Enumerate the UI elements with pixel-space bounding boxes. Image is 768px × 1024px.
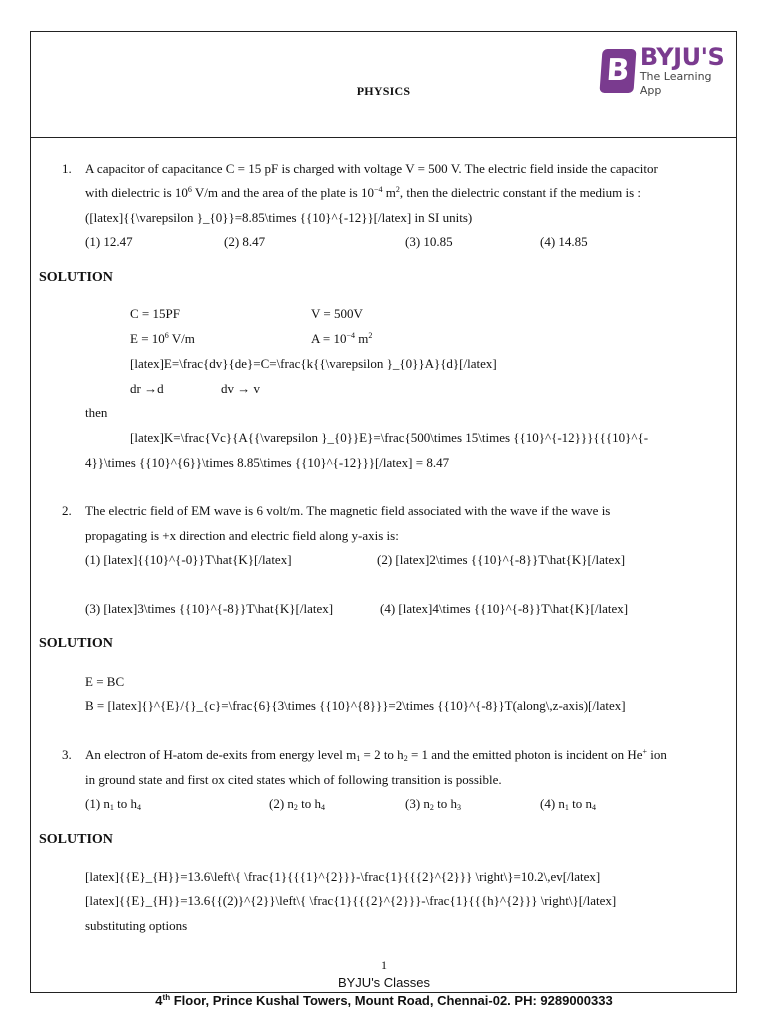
q1-option-1: (1) 12.47 <box>85 234 133 249</box>
s3-line2: [latex]{{E}_{H}}=13.6{{(2)}^{2}}\left\{ \frac{1}{{{2}^{2}}}-\frac{1}{{{h}^{2}}} \right\}[/latex] <box>85 893 617 908</box>
q1-option-2: (2) 8.47 <box>224 234 266 249</box>
q1-text-line2: with dielectric is $10^6$ V/m and the area of the plate is $10^{-4}$ $m^2$, then the dielectric constant if the medium is : <box>85 185 642 200</box>
s1-then: then <box>85 405 108 420</box>
q1-text-line3: ([latex]{{\varepsilon }_{0}}=8.85\times {{10}^{-12}}[/latex] in SI units) <box>85 210 473 225</box>
page-subject: PHYSICS <box>356 84 411 98</box>
q3-number: 3. <box>62 747 72 762</box>
q3-option-3: (3) $n_2$ to $h_3$ <box>405 796 462 812</box>
s2-heading: SOLUTION <box>39 636 113 651</box>
q1-text-line1: A capacitor of capacitance C = 15 pF is charged with voltage V = 500 V. The electric field inside the capacitor <box>85 161 658 176</box>
s3-line1: [latex]{{E}_{H}}=13.6\left\{ \frac{1}{{{1}^{2}}}-\frac{1}{{{2}^{2}}} \right\}=10.2\,ev[/latex] <box>85 869 601 884</box>
logo-name: BYJU'S <box>639 43 725 71</box>
footer-company: BYJU's Classes <box>337 975 431 990</box>
q3-option-2: (2) $n_2$ to $h_4$ <box>269 796 326 812</box>
footer-address: 4th Floor, Prince Kushal Towers, Mount Road, Chennai-02. PH: 9289000333 <box>155 993 613 1008</box>
s2-line2: B = [latex]{}^{E}/{}_{c}=\frac{6}{3\times {{10}^{8}}}=2\times {{10}^{-8}}T(along\,z-axis)[/latex] <box>85 698 626 713</box>
q2-number: 2. <box>62 503 72 518</box>
s1-dv: dv → v <box>221 381 260 396</box>
q1-option-4: (4) 14.85 <box>540 234 588 249</box>
s3-line3: substituting options <box>85 918 188 933</box>
s1-voltage: V = 500V <box>311 306 363 321</box>
page-number: 1 <box>381 958 387 972</box>
s1-field: $E = 10^6$ V/m <box>130 331 195 346</box>
q1-option-3: (3) 10.85 <box>405 234 453 249</box>
q2-text-line2: propagating is +x direction and electric field along y-axis is: <box>85 528 399 543</box>
q3-text-line2: in ground state and first ox cited states which of following transition is possible. <box>85 772 502 787</box>
s3-heading: SOLUTION <box>39 832 113 847</box>
q3-option-1: (1) $n_1$ to $h_4$ <box>85 796 142 812</box>
s1-capacitance: C = 15PF <box>130 306 180 321</box>
q1-number: 1. <box>62 161 72 176</box>
q2-text-line1: The electric field of EM wave is 6 volt/m. The magnetic field associated with the wave if the wave is <box>85 503 611 518</box>
q2-option-2: (2) [latex]2\times {{10}^{-8}}T\hat{K}[/latex] <box>377 552 626 567</box>
s1-formula2-part2: 4}}\times {{10}^{6}}\times 8.85\times {{10}^{-12}}}[/latex] = 8.47 <box>85 455 450 470</box>
s1-area: $A = 10^{-4}$ $m^2$ <box>311 331 373 346</box>
q2-option-3: (3) [latex]3\times {{10}^{-8}}T\hat{K}[/latex] <box>85 601 334 616</box>
q2-option-1: (1) [latex]{{10}^{-0}}T\hat{K}[/latex] <box>85 552 292 567</box>
s2-line1: E = BC <box>85 674 125 689</box>
logo-tagline: The Learning App <box>639 70 712 97</box>
logo-mark-icon: B <box>599 49 636 93</box>
q2-option-4: (4) [latex]4\times {{10}^{-8}}T\hat{K}[/latex] <box>380 601 629 616</box>
s1-formula2-part1: [latex]K=\frac{Vc}{A{{\varepsilon }_{0}}E}=\frac{500\times 15\times {{10}^{-12}}}{{{10}^{- <box>130 430 649 445</box>
s1-formula1: [latex]E=\frac{dv}{de}=C=\frac{k{{\varepsilon }_{0}}A}{d}[/latex] <box>130 356 497 371</box>
s1-heading: SOLUTION <box>39 270 113 285</box>
q3-text-line1: An electron of H-atom de-exits from energy level $m_1 = 2$ to $h_2 = 1$ and the emitted photon is incident on He+ ion <box>85 747 667 763</box>
q3-option-4: (4) $n_1$ to $n_4$ <box>540 796 597 812</box>
s1-dr: dr →d <box>130 381 164 396</box>
